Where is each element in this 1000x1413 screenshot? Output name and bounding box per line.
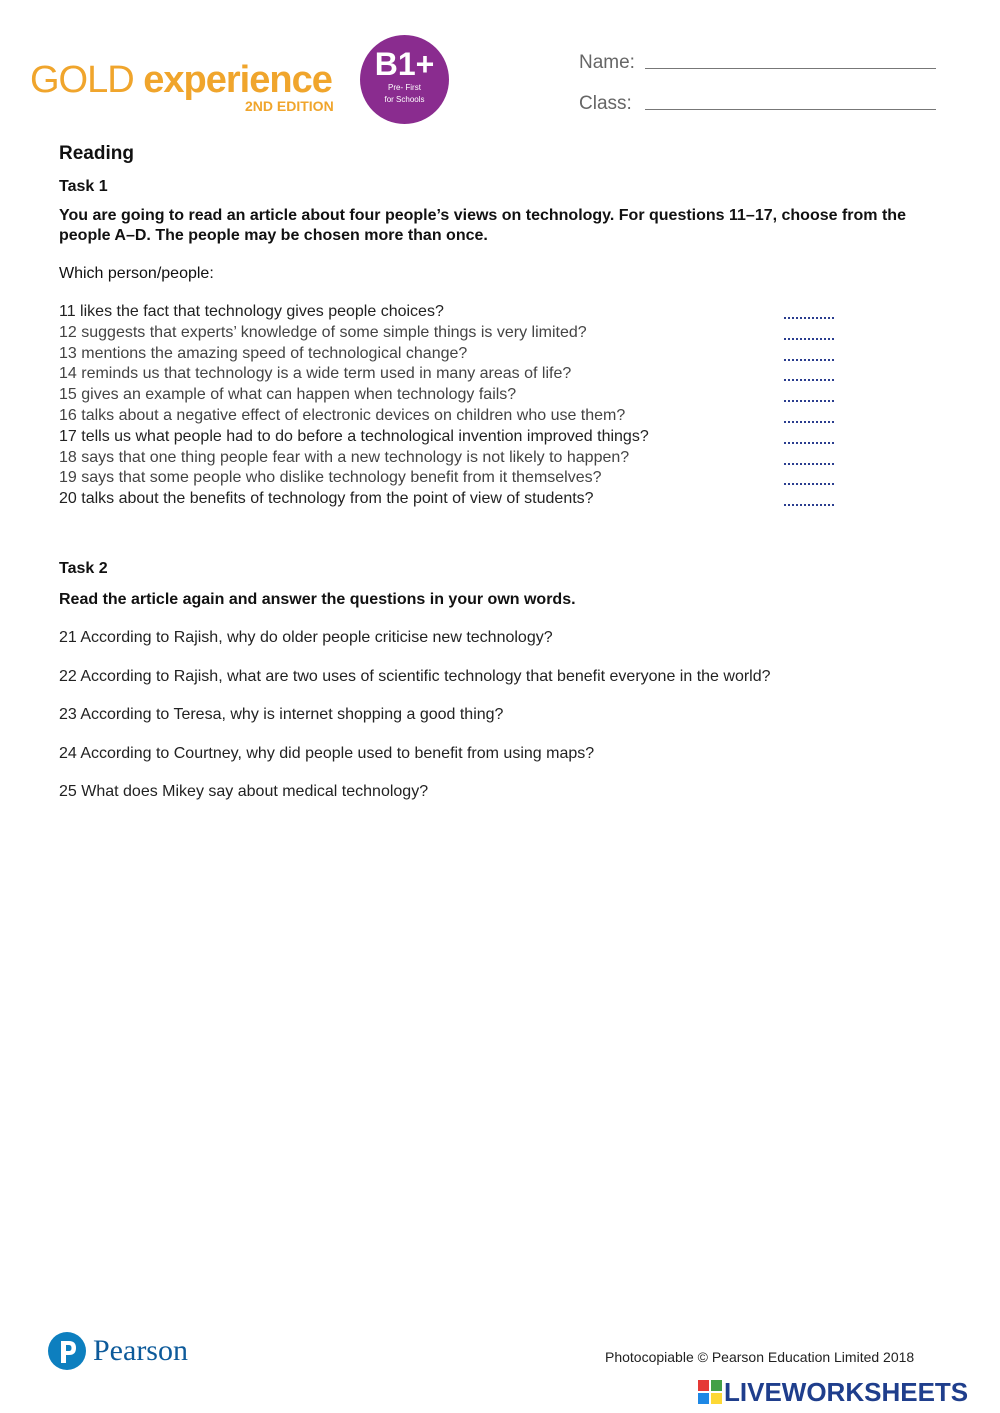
task2-question-23: 23 According to Teresa, why is internet shopping a good thing? — [59, 706, 504, 723]
class-label: Class: — [579, 93, 632, 114]
gold-experience-logo — [30, 58, 332, 102]
answer-input[interactable] — [784, 483, 834, 485]
question-text: 14 reminds us that technology is a wide term used in many areas of life? — [59, 365, 572, 383]
task1-instruction: You are going to read an article about four people’s views on technology. For questions 11–17, choose from the people A–D. The people may be chosen more than once. — [59, 207, 906, 244]
question-row-19 — [59, 468, 839, 489]
question-text: 19 says that some people who dislike technology benefit from it themselves? — [59, 469, 602, 487]
question-row-11 — [59, 302, 839, 323]
copyright-notice: Photocopiable © Pearson Education Limited 2018 — [605, 1349, 915, 1365]
task1-question-list — [59, 302, 839, 510]
task2-question-24: 24 According to Courtney, why did people used to benefit from using maps? — [59, 745, 595, 762]
question-row-13 — [59, 344, 839, 365]
answer-input[interactable] — [784, 504, 834, 506]
task2-question-22: 22 According to Rajish, what are two uses of scientific technology that benefit everyone in the world? — [59, 668, 771, 685]
answer-input[interactable] — [784, 359, 834, 361]
level-text: B1+ — [374, 46, 435, 82]
level-sub-1: Pre- First — [388, 83, 421, 92]
question-text: 18 says that one thing people fear with a new technology is not likely to happen? — [59, 448, 630, 466]
task1-prompt: Which person/people: — [59, 265, 214, 282]
question-row-15 — [59, 385, 839, 406]
question-text: 16 talks about a negative effect of electronic devices on children who use them? — [59, 406, 626, 424]
class-line[interactable] — [645, 109, 936, 110]
question-row-16 — [59, 406, 839, 427]
task2-question-25: 25 What does Mikey say about medical technology? — [59, 783, 429, 800]
question-text: 20 talks about the benefits of technology from the point of view of students? — [59, 490, 594, 508]
level-badge — [360, 35, 449, 124]
question-text: 11 likes the fact that technology gives people choices? — [59, 303, 444, 320]
question-text: 13 mentions the amazing speed of technological change? — [59, 344, 468, 362]
name-line[interactable] — [645, 68, 936, 69]
logo-gold-word: GOLD — [30, 59, 134, 101]
pearson-wordmark: Pearson — [93, 1334, 188, 1367]
question-row-12 — [59, 323, 839, 344]
name-label: Name: — [579, 52, 635, 73]
answer-input[interactable] — [784, 421, 834, 423]
answer-input[interactable] — [784, 317, 834, 319]
logo-edition: 2ND EDITION — [245, 98, 334, 114]
task2-title: Task 2 — [59, 560, 108, 577]
level-sub-2: for Schools — [384, 95, 425, 104]
answer-input[interactable] — [784, 379, 834, 381]
task2-instruction: Read the article again and answer the questions in your own words. — [59, 591, 576, 608]
question-row-17 — [59, 427, 839, 448]
task2-question-21: 21 According to Rajish, why do older people criticise new technology? — [59, 629, 553, 646]
section-heading: Reading — [59, 143, 134, 164]
answer-input[interactable] — [784, 338, 834, 340]
question-row-20 — [59, 489, 839, 510]
logo-experience-word: experience — [143, 59, 332, 101]
question-text: 17 tells us what people had to do before a technological invention improved things? — [59, 427, 649, 445]
answer-input[interactable] — [784, 442, 834, 444]
pearson-logo-icon — [47, 1330, 87, 1372]
question-row-14 — [59, 364, 839, 385]
answer-input[interactable] — [784, 400, 834, 402]
question-text: 15 gives an example of what can happen when technology fails? — [59, 386, 517, 404]
question-text: 12 suggests that experts’ knowledge of some simple things is very limited? — [59, 323, 587, 341]
task1-title: Task 1 — [59, 178, 108, 195]
answer-input[interactable] — [784, 463, 834, 465]
question-row-18 — [59, 448, 839, 469]
liveworksheets-wordmark: LIVEWORKSHEETS — [724, 1377, 969, 1407]
liveworksheets-logo-icon — [698, 1380, 722, 1404]
